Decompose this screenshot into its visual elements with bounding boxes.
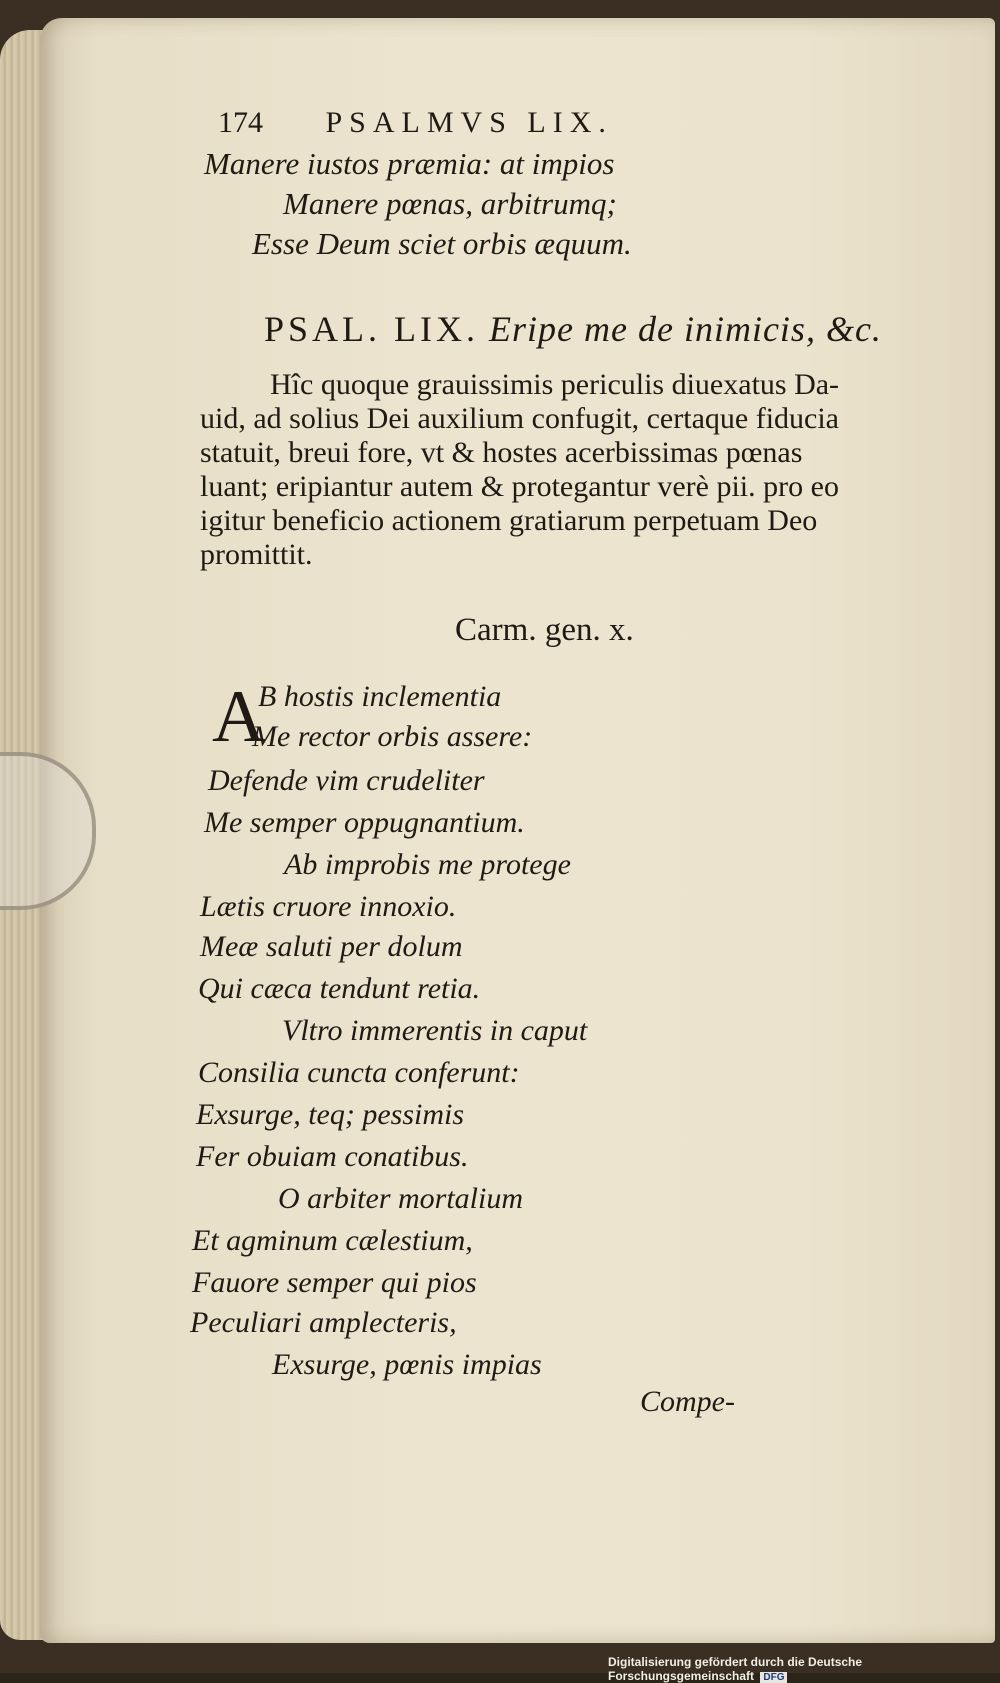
verse-line: Manere pœnas, arbitrumq;: [283, 186, 617, 221]
catchword: Compe-: [640, 1385, 735, 1418]
poem-line: Lætis cruore innoxio.: [200, 890, 457, 923]
poem-line: Fer obuiam conatibus.: [196, 1140, 469, 1173]
poem-line: Peculiari amplecteris,: [190, 1306, 457, 1339]
meter-heading: Carm. gen. x.: [455, 612, 634, 648]
poem-line: Fauore semper qui pios: [192, 1266, 477, 1299]
argument-line: uid, ad solius Dei auxilium confugit, certaque fiducia: [200, 402, 839, 435]
poem-line: Ab improbis me protege: [284, 848, 571, 881]
running-header: [218, 106, 613, 140]
poem-line: Defende vim crudeliter: [208, 764, 485, 797]
poem-line: Me rector orbis assere:: [252, 720, 533, 753]
running-title: PSALMVS LIX.: [325, 106, 613, 139]
argument-line: promittit.: [200, 538, 313, 571]
argument-line: statuit, breui fore, vt & hostes acerbissimas pœnas: [200, 436, 803, 469]
page-number: 174: [218, 106, 263, 139]
poem-line: Consilia cuncta conferunt:: [198, 1056, 520, 1089]
poem-line: Meæ saluti per dolum: [200, 930, 463, 963]
verse-line: Esse Deum sciet orbis æquum.: [252, 226, 632, 261]
psalm-incipit: Eripe me de inimicis, &c.: [489, 309, 882, 349]
psalm-number: PSAL. LIX.: [264, 309, 480, 349]
poem-line: B hostis inclementia: [258, 680, 502, 713]
dfg-logo: DFG: [760, 1672, 787, 1683]
psalm-title: [264, 308, 882, 350]
poem-line: O arbiter mortalium: [278, 1182, 524, 1215]
poem-line: Me semper oppugnantium.: [204, 806, 525, 839]
argument-line: luant; eripiantur autem & protegantur verè pii. pro eo: [200, 470, 839, 503]
verse-line: Manere iustos præmia: at impios: [204, 146, 615, 181]
digitization-credit: [608, 1655, 1000, 1683]
argument-line: igitur beneficio actionem gratiarum perpetuam Deo: [200, 504, 818, 537]
poem-line: Et agminum cælestium,: [192, 1224, 473, 1257]
credit-text: Digitalisierung gefördert durch die Deutsche Forschungsgemeinschaft: [608, 1655, 863, 1683]
poem-line: Qui cæca tendunt retia.: [198, 972, 481, 1005]
argument-line: Hîc quoque grauissimis periculis diuexatus Da-: [270, 368, 840, 401]
poem-line: Exsurge, pœnis impias: [272, 1348, 542, 1381]
poem-line: Vltro immerentis in caput: [282, 1014, 588, 1047]
poem-line: Exsurge, teq; pessimis: [196, 1098, 465, 1131]
drop-cap: A: [212, 676, 266, 758]
